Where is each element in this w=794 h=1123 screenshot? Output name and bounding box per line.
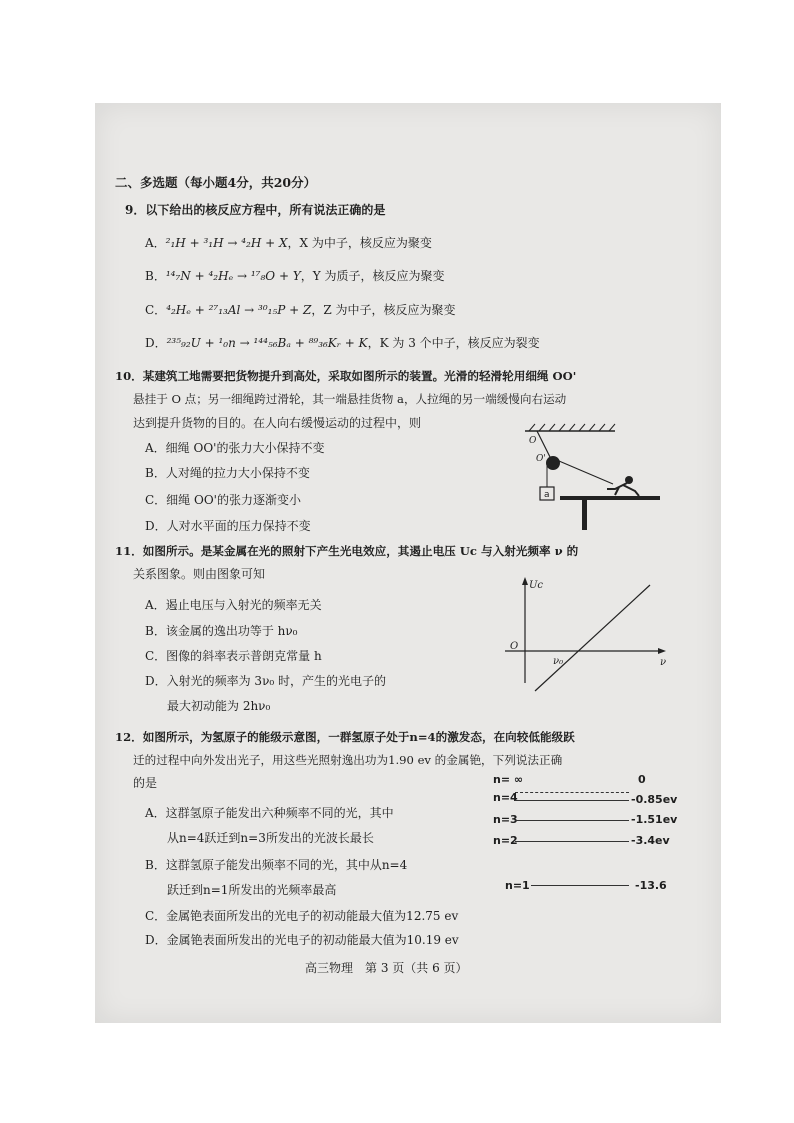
q11-x-axis-label: ν: [660, 657, 667, 668]
level-line-3: [515, 820, 629, 821]
q12-option-b-line2: 跃迁到n=1所发出的光频率最高: [167, 883, 337, 897]
q9-option-d: [145, 336, 540, 350]
q12-option-d: D．金属铯表面所发出的光电子的初动能最大值为10.19 ev: [145, 933, 459, 947]
level-energy-3: -1.51ev: [631, 813, 678, 826]
q11-option-d-line1: D．入射光的频率为 3ν₀ 时，产生的光电子的: [145, 674, 386, 688]
q11-option-c: C．图像的斜率表示普朗克常量 h: [145, 649, 322, 663]
q11-line2: 关系图象。则由图象可知: [133, 567, 266, 581]
q10-option-d: D．人对水平面的压力保持不变: [145, 519, 311, 533]
q12-line2: 迁的过程中向外发出光子，用这些光照射逸出功为1.90 ev 的金属铯，下列说法正确: [133, 753, 563, 767]
q12-line3: 的是: [133, 776, 158, 790]
q10-pulley-figure: [515, 421, 665, 533]
q9-a-label: A．: [145, 236, 166, 250]
level-energy-inf: 0: [638, 773, 646, 786]
q9-stem: 9．以下给出的核反应方程中，所有说法正确的是: [125, 203, 386, 217]
level-energy-4: -0.85ev: [631, 793, 678, 806]
q11-option-a: A．遏止电压与入射光的频率无关: [145, 598, 322, 612]
q10-fig-label-a: a: [544, 490, 550, 500]
page-footer: 高三物理 第 3 页（共 6 页）: [305, 961, 468, 975]
q9-b-label: B．: [145, 269, 166, 283]
q12-option-c: C．金属铯表面所发出的光电子的初动能最大值为12.75 ev: [145, 909, 459, 923]
level-line-4: [515, 800, 629, 801]
level-label-inf: n= ∞: [493, 773, 524, 786]
q9-b-equation: ¹⁴₇N + ⁴₂Hₑ → ¹⁷₈O + Y: [165, 269, 301, 283]
q11-line1: 11．如图所示。是某金属在光的照射下产生光电效应，其遏止电压 Uc 与入射光频率 ν 的: [115, 544, 579, 558]
level-label-3: n=3: [493, 813, 518, 826]
q11-origin-label: O: [510, 641, 519, 652]
level-label-2: n=2: [493, 834, 518, 847]
q10-option-b: B．人对绳的拉力大小保持不变: [145, 466, 310, 480]
q9-c-text: ，Z 为中子，核反应为聚变: [311, 303, 456, 317]
q9-a-text: ，X 为中子，核反应为聚变: [287, 236, 432, 250]
level-line-1: [531, 885, 629, 886]
q10-fig-label-o-prime: O': [536, 454, 546, 464]
section-title: 二、多选题（每小题4分，共20分）: [115, 175, 317, 190]
level-label-1: n=1: [505, 879, 530, 892]
q11-option-b: B．该金属的逸出功等于 hν₀: [145, 624, 298, 638]
q11-v0-label: ν₀: [553, 656, 564, 667]
q9-d-equation: ²³⁵₉₂U + ¹₀n → ¹⁴⁴₅₆Bₐ + ⁸⁹₃₆Kᵣ + K: [166, 336, 368, 350]
q9-c-equation: ⁴₂Hₑ + ²⁷₁₃Al → ³⁰₁₅P + Z: [166, 303, 312, 317]
q9-option-b: [145, 269, 444, 283]
q12-option-a-line2: 从n=4跃迁到n=3所发出的光波长最长: [167, 831, 374, 845]
q9-option-a: [145, 236, 432, 250]
q9-d-label: D．: [145, 336, 167, 350]
q10-option-c: C．细绳 OO'的张力逐渐变小: [145, 493, 301, 507]
q12-line1: 12．如图所示，为氢原子的能级示意图，一群氢原子处于n=4的激发态，在向较低能级跃: [115, 730, 575, 744]
q9-d-text: ，K 为 3 个中子，核反应为裂变: [367, 336, 540, 350]
q9-option-c: [145, 303, 456, 317]
q12-option-b-line1: B．这群氢原子能发出频率不同的光，其中从n=4: [145, 858, 408, 872]
q10-line2: 悬挂于 O 点；另一细绳跨过滑轮，其一端悬挂货物 a，人拉绳的另一端缓慢向右运动: [133, 392, 567, 406]
q12-option-a-line1: A．这群氢原子能发出六种频率不同的光，其中: [145, 806, 394, 820]
q10-line3: 达到提升货物的目的。在人向右缓慢运动的过程中，则: [133, 416, 422, 430]
level-label-4: n=4: [493, 791, 518, 804]
q9-c-label: C．: [145, 303, 167, 317]
level-energy-2: -3.4ev: [631, 834, 670, 847]
q10-option-a: A．细绳 OO'的张力大小保持不变: [145, 441, 325, 455]
level-line-2: [515, 841, 629, 842]
q10-fig-label-o: O: [529, 436, 537, 446]
exam-page: [95, 103, 721, 1023]
level-line-inf: [515, 792, 629, 793]
q10-line1: 10．某建筑工地需要把货物提升到高处，采取如图所示的装置。光滑的轻滑轮用细绳 OO': [115, 369, 577, 383]
q11-option-d-line2: 最大初动能为 2hν₀: [167, 699, 271, 713]
q11-graph: [500, 573, 670, 693]
q11-y-axis-label: Uc: [529, 580, 544, 591]
q9-a-equation: ²₁H + ³₁H → ⁴₂H + X: [165, 236, 288, 250]
level-energy-1: -13.6: [635, 879, 667, 892]
q9-b-text: ，Y 为质子，核反应为聚变: [300, 269, 445, 283]
